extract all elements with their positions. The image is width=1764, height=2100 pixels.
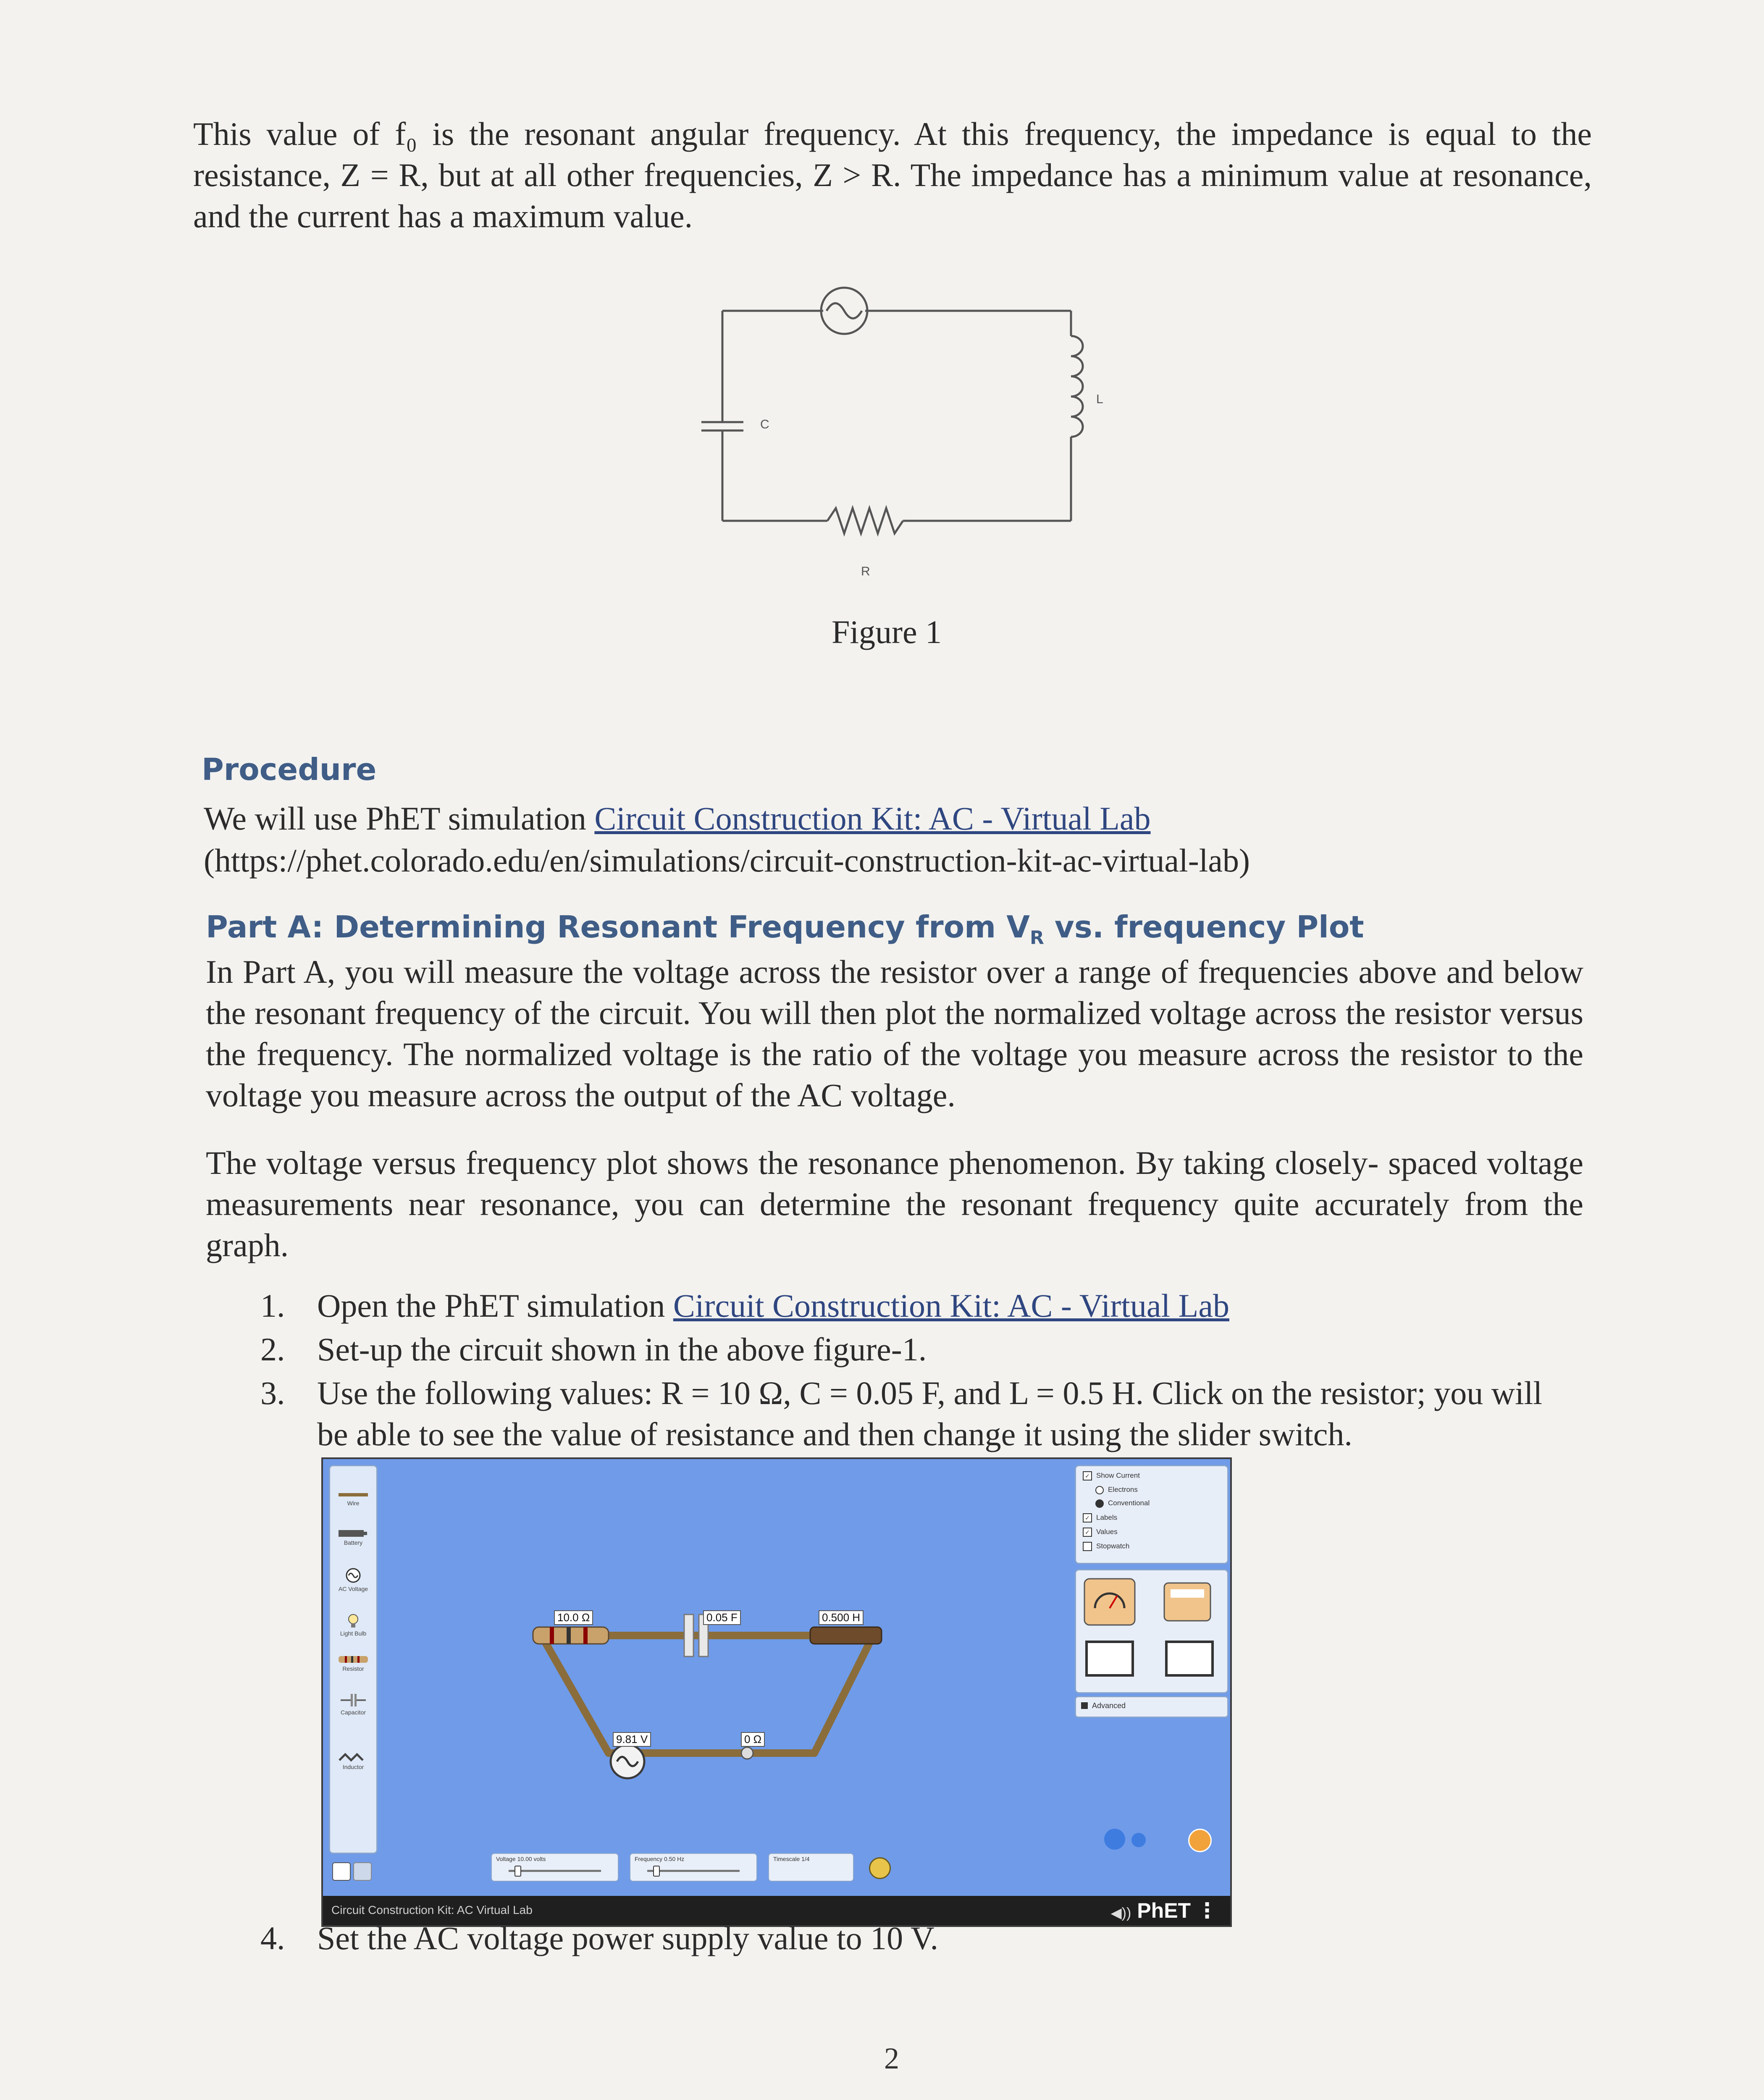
reset-all-button[interactable] (1188, 1829, 1212, 1852)
electrons-radio[interactable]: Electrons (1095, 1486, 1138, 1494)
part-a-heading-text: Part A: Determining Resonant Frequency from V (206, 909, 1030, 945)
part-a-heading-sub: R (1029, 927, 1044, 949)
procedure-steps (260, 1285, 1579, 1457)
step-item (260, 1919, 938, 1957)
step-text: Set the AC voltage power supply value to 10 V. (317, 1920, 938, 1956)
step-number: 4. (260, 1920, 285, 1956)
step-number: 1. (260, 1287, 285, 1324)
procedure-heading: Procedure (202, 752, 377, 787)
step-text: Use the following values: R = 10 Ω, C = 0.05 F, and L = 0.5 H. Click on the resistor; you will be able to see the value of resistance and then change it using the slider switch. (317, 1375, 1543, 1452)
sim-title: Circuit Construction Kit: AC Virtual Lab (331, 1903, 533, 1916)
inductor-value-label: 0.500 H (819, 1610, 864, 1625)
source-controls (491, 1845, 911, 1892)
resistor-label: R (861, 564, 870, 578)
page-number: 2 (884, 2042, 899, 2075)
step-text: Open the PhET simulation (317, 1287, 673, 1324)
stopwatch-checkbox[interactable]: Stopwatch (1083, 1542, 1129, 1551)
values-checkbox[interactable]: ✓ Values (1083, 1528, 1118, 1537)
sim-wire-junction[interactable] (741, 1747, 753, 1759)
part-a-heading (206, 909, 1364, 948)
rlc-circuit-diagram (693, 260, 1155, 596)
step-item (260, 1329, 1579, 1370)
meter-tools (1076, 1570, 1227, 1692)
toolbox-battery[interactable]: Battery (333, 1529, 373, 1546)
part-a-heading-suffix: vs. frequency Plot (1044, 909, 1364, 945)
voltage-slider[interactable]: Voltage 10.00 volts (491, 1853, 619, 1882)
toolbox-light-bulb[interactable]: Light Bulb (333, 1613, 373, 1637)
phet-logo[interactable]: ◀)) PhET ⋮ (1110, 1899, 1218, 1922)
part-a-paragraph-2: The voltage versus frequency plot shows the resonance phenomenon. By taking closely- spaced voltage measurements near resonance, you can determine the resonant frequency quite accurately from the graph. (206, 1144, 1583, 1263)
play-pause-button[interactable] (1104, 1829, 1125, 1850)
timescale-control[interactable]: Timescale 1/4 (768, 1853, 854, 1882)
step-button[interactable] (1131, 1833, 1146, 1847)
source-value-label: 9.81 V (613, 1732, 651, 1747)
ammeter-icon[interactable] (1164, 1583, 1210, 1621)
advanced-toggle[interactable]: Advanced (1075, 1696, 1228, 1718)
step-link[interactable]: Circuit Construction Kit: AC - Virtual Lab (673, 1287, 1229, 1324)
procedure-url: (https://phet.colorado.edu/en/simulations/circuit-construction-kit-ac-virtual-lab) (204, 842, 1250, 879)
step-item (260, 1285, 1579, 1326)
current-chart-icon[interactable] (1166, 1642, 1213, 1675)
step-number: 3. (260, 1375, 285, 1411)
step-number: 2. (260, 1331, 285, 1368)
sound-icon: ◀)) (1110, 1905, 1131, 1921)
inductor-symbol (1071, 336, 1083, 437)
voltage-chart-icon[interactable] (1087, 1642, 1133, 1675)
conventional-radio[interactable]: Conventional (1095, 1499, 1150, 1508)
toolbox-wire[interactable]: Wire (333, 1491, 373, 1507)
toolbox-inductor[interactable]: Inductor (333, 1752, 373, 1770)
figure-caption: Figure 1 (832, 614, 942, 650)
sim-inductor[interactable] (810, 1627, 882, 1644)
step-item (260, 1373, 1579, 1455)
view-options-panel (1075, 1465, 1228, 1564)
resistor-value-label: 10.0 Ω (554, 1610, 593, 1625)
part-a-paragraph-1: In Part A, you will measure the voltage across the resistor over a range of frequencies above and below the resonant frequency of the circuit. You will then plot the normalized voltage across the resistor versus the frequency. The normalized voltage is the ratio of the voltage you measure across the resistor to the voltage you measure across the output of the AC voltage. (206, 953, 1583, 1113)
step-text: Set-up the circuit shown in the above figure-1. (317, 1331, 927, 1368)
wire-value-label: 0 Ω (741, 1732, 765, 1747)
labels-checkbox[interactable]: ✓ Labels (1083, 1513, 1117, 1522)
phet-simulation-screenshot (321, 1457, 1232, 1927)
phet-link[interactable]: Circuit Construction Kit: AC - Virtual Lab (594, 800, 1151, 837)
sim-capacitor[interactable] (684, 1614, 693, 1656)
trash-button[interactable] (869, 1857, 891, 1879)
toolbox-resistor[interactable]: Resistor (333, 1655, 373, 1672)
measurement-tools-panel (1075, 1569, 1228, 1693)
procedure-text: We will use PhET simulation (204, 800, 595, 837)
capacitor-value-label: 0.05 F (703, 1610, 741, 1625)
capacitor-label: C (760, 417, 769, 431)
toolbox-capacitor[interactable]: Capacitor (333, 1693, 373, 1716)
procedure-line (204, 798, 1602, 839)
zoom-out-icon[interactable] (332, 1862, 351, 1881)
show-current-checkbox[interactable]: ✓ Show Current (1083, 1471, 1140, 1480)
zoom-in-icon[interactable] (353, 1862, 372, 1881)
frequency-slider[interactable]: Frequency 0.50 Hz (630, 1853, 757, 1882)
inductor-label: L (1096, 392, 1103, 406)
resistor-symbol (827, 508, 903, 533)
voltmeter-icon[interactable] (1084, 1579, 1135, 1625)
toolbox-ac-voltage[interactable]: AC Voltage (333, 1567, 373, 1592)
sine-icon (827, 303, 862, 318)
intro-paragraph: This value of f₀ is the resonant angular frequency. At this frequency, the impedance is equal to the resistance, Z = R, but at all other frequencies, Z > R. The impedance has a minimum value at resonance, and the current has a maximum value. (193, 116, 1592, 234)
